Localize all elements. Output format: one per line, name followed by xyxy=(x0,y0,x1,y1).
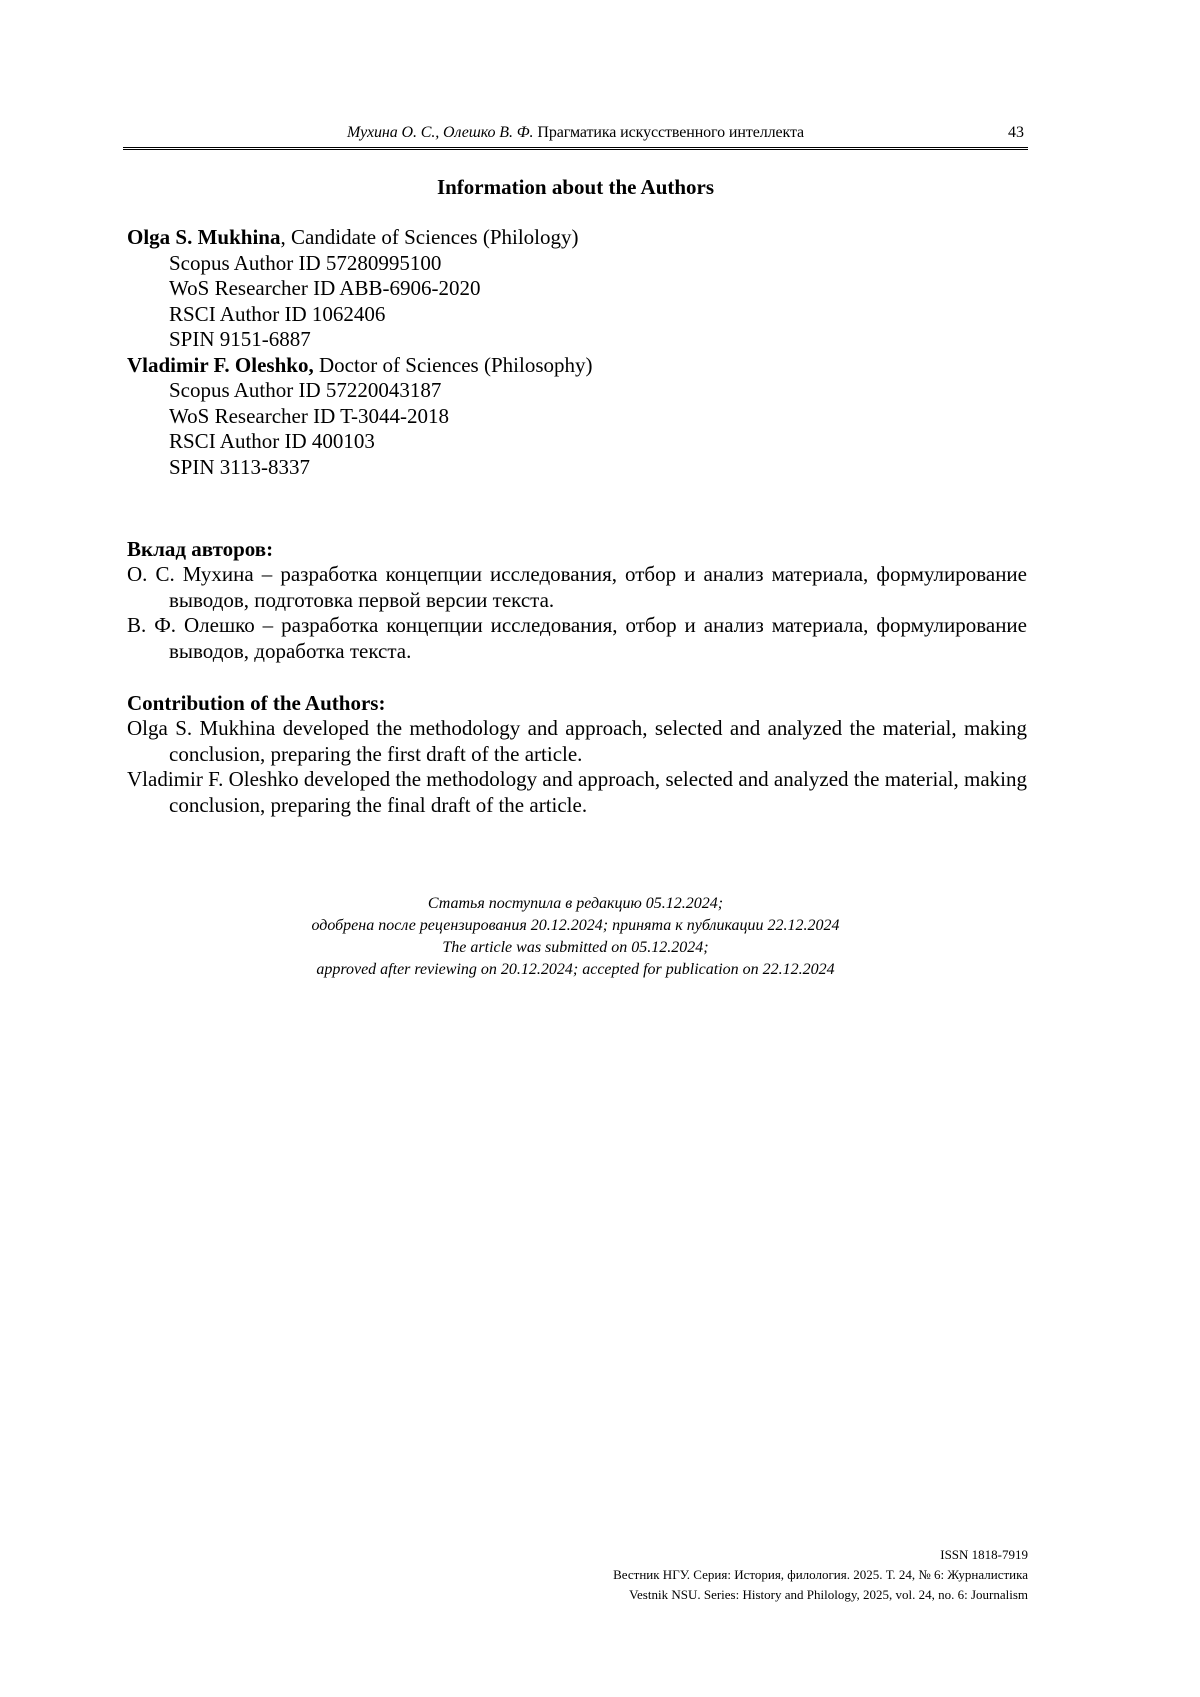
author-2-degree: Doctor of Sciences (Philosophy) xyxy=(313,352,593,377)
running-title xyxy=(123,122,1028,144)
author-1-wos-id: WoS Researcher ID ABB-6906-2020 xyxy=(169,276,481,300)
author-1-name: Olga S. Mukhina xyxy=(127,225,281,249)
running-article-title: Прагматика искусственного интеллекта xyxy=(537,124,805,141)
author-1-scopus-id: Scopus Author ID 57280995100 xyxy=(169,250,442,275)
author-2-spin: SPIN 3113-8337 xyxy=(169,454,310,479)
dates-ru-line-1: Статья поступила в редакцию 05.12.2024; xyxy=(427,895,724,912)
running-authors: Мухина О. С., Олешко В. Ф. xyxy=(346,124,534,141)
author-2-rsci-id: RSCI Author ID 400103 xyxy=(169,429,375,453)
author-2-wos-id: WoS Researcher ID T-3044-2018 xyxy=(169,403,450,428)
contribution-en-heading: Contribution of the Authors: xyxy=(127,691,386,715)
author-2-scopus-id: Scopus Author ID 57220043187 xyxy=(169,378,442,402)
contribution-en-item: Olga S. Mukhina developed the methodology and approach, selected and analyzed the material, making conclusion, preparing the first draft of the article. xyxy=(127,716,1027,766)
header-rule xyxy=(123,147,1028,150)
info-section-title: Information about the Authors xyxy=(436,175,715,199)
contribution-ru-heading: Вклад авторов: xyxy=(127,537,274,561)
dates-ru-line-2: одобрена после рецензирования 20.12.2024; принята к публикации 22.12.2024 xyxy=(311,917,840,934)
author-1 xyxy=(127,225,1027,251)
author-1-degree: , Candidate of Sciences (Philology) xyxy=(280,225,579,249)
footer-journal-en: Vestnik NSU. Series: History and Philology, 2025, vol. 24, no. 6: Journalism xyxy=(629,1587,1028,1602)
contribution-en xyxy=(127,690,1027,818)
author-2 xyxy=(127,353,1027,379)
running-header xyxy=(123,122,1028,144)
footer-issn: ISSN 1818-7919 xyxy=(940,1547,1028,1562)
page-footer xyxy=(428,1545,1028,1605)
contribution-ru-item: В. Ф. Олешко – разработка концепции исследования, отбор и анализ материала, формулирование выводов, доработка текста. xyxy=(127,613,1027,663)
author-2-name: Vladimir F. Oleshko, xyxy=(127,352,314,377)
submission-dates xyxy=(123,893,1028,981)
dates-en-line-1: The article was submitted on 05.12.2024; xyxy=(442,939,709,956)
contribution-ru-item: О. С. Мухина – разработка концепции исследования, отбор и анализ материала, формулирование выводов, подготовка первой версии текста. xyxy=(127,562,1027,612)
dates-en-line-2: approved after reviewing on 20.12.2024; accepted for publication on 22.12.2024 xyxy=(316,961,835,978)
authors-info xyxy=(127,225,1027,480)
author-1-rsci-id: RSCI Author ID 1062406 xyxy=(169,301,386,326)
page-number: 43 xyxy=(1008,124,1024,141)
contribution-en-item: Vladimir F. Oleshko developed the methodology and approach, selected and analyzed the material, making conclusion, preparing the final draft of the article. xyxy=(127,767,1027,817)
footer-journal-ru: Вестник НГУ. Серия: История, филология. 2025. Т. 24, № 6: Журналистика xyxy=(613,1567,1028,1582)
contribution-ru xyxy=(127,536,1027,664)
author-1-spin: SPIN 9151-6887 xyxy=(169,327,311,351)
